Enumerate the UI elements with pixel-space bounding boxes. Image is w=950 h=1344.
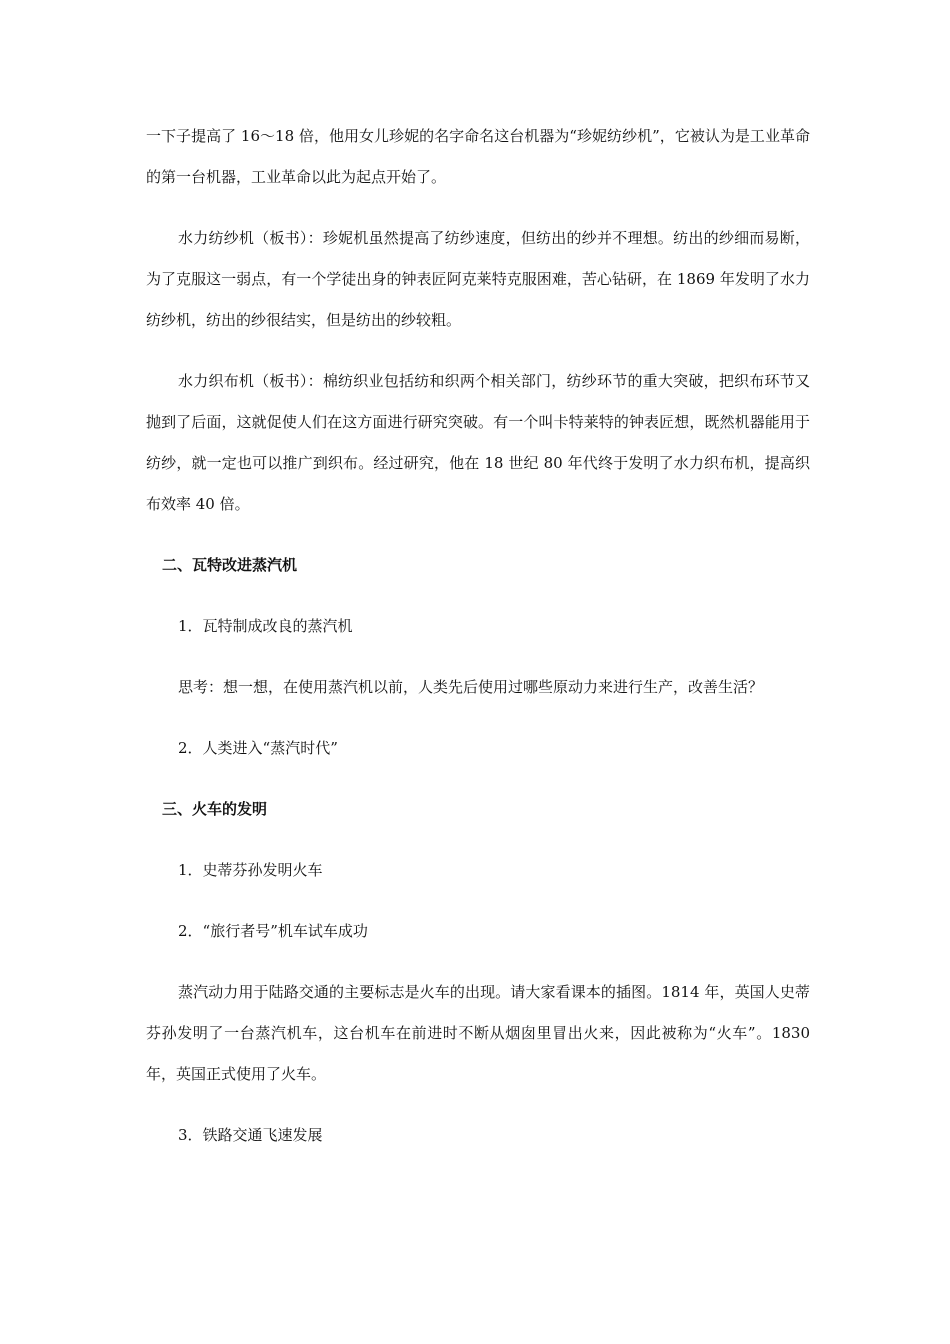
list-item-stephenson-train: 1．史蒂芬孙发明火车: [178, 861, 323, 879]
paragraph-power-loom: 水力织布机（板书）：棉纺织业包括纺和织两个相关部门，纺纱环节的重大突破，把织布环节又抛到了后面，这就促使人们在这方面进行研究突破。有一个叫卡特莱特的钟表匠想，既然机器能用于纺纱，就一定也可以推广到织布。经过研究，他在 18 世纪 80 年代终于发明了水力织布机，提高织布效率 40 倍。: [146, 372, 810, 513]
section-heading-steam-engine: 二、瓦特改进蒸汽机: [162, 556, 298, 574]
paragraph-think-question: 思考：想一想，在使用蒸汽机以前，人类先后使用过哪些原动力来进行生产，改善生活？: [178, 678, 764, 696]
list-item-traveler-locomotive: 2．“旅行者号”机车试车成功: [178, 922, 368, 940]
section-heading-train-invention: 三、火车的发明: [162, 800, 268, 818]
list-item-steam-age: 2．人类进入“蒸汽时代”: [178, 739, 338, 757]
paragraph-water-frame: 水力纺纱机（板书）：珍妮机虽然提高了纺纱速度，但纺出的纱并不理想。纺出的纱细而易断，为了克服这一弱点，有一个学徒出身的钟表匠阿克莱特克服困难，苦心钻研，在 1869 年发明了水力纺纱机，纺出的纱很结实，但是纺出的纱较粗。: [146, 229, 810, 329]
paragraph-steam-locomotive: 蒸汽动力用于陆路交通的主要标志是火车的出现。请大家看课本的插图。1814 年，英国人史蒂芬孙发明了一台蒸汽机车，这台机车在前进时不断从烟囱里冒出火来，因此被称为“火车”。1830 年，英国正式使用了火车。: [146, 983, 810, 1083]
paragraph-jenny-spinning-continued: 一下子提高了 16～18 倍，他用女儿珍妮的名字命名这台机器为“珍妮纺纱机”，它被认为是工业革命的第一台机器，工业革命以此为起点开始了。: [146, 127, 810, 186]
list-item-watt-steam-engine: 1．瓦特制成改良的蒸汽机: [178, 617, 353, 635]
document-body: [146, 116, 810, 1176]
list-item-railway-development: 3．铁路交通飞速发展: [178, 1126, 323, 1144]
